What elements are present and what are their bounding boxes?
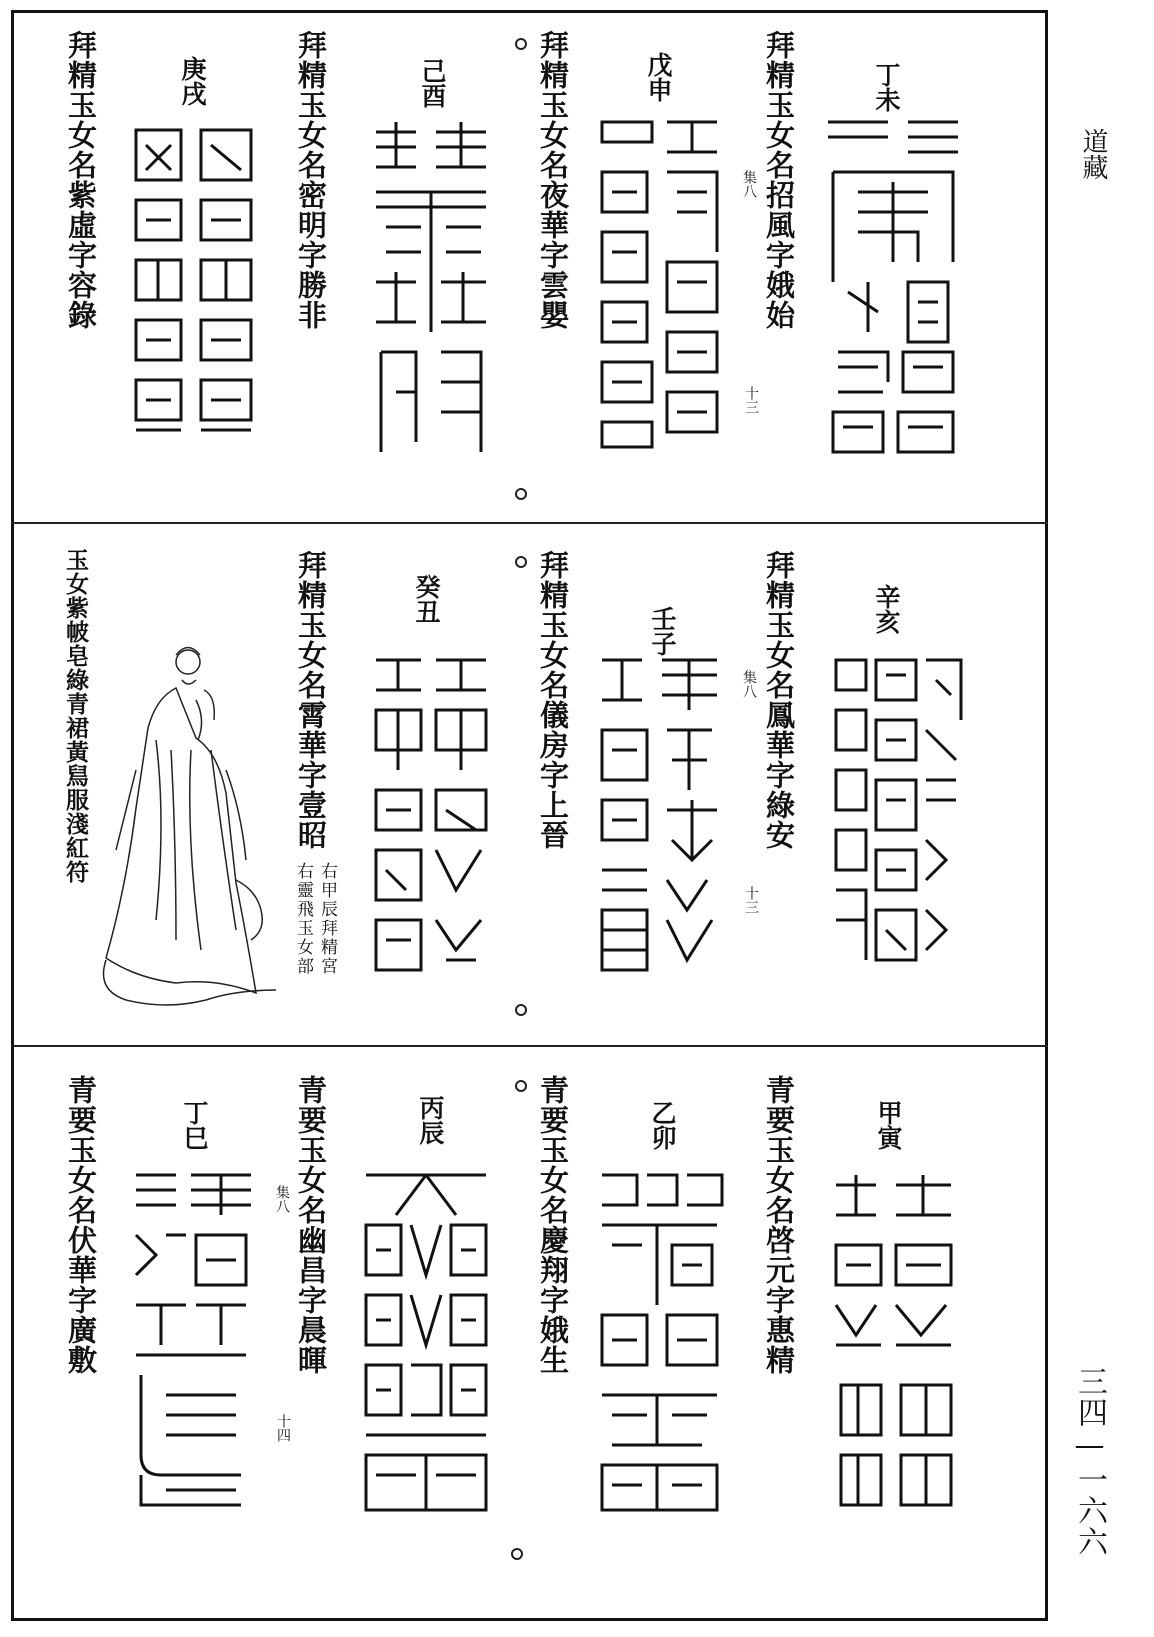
talisman-glyph-icon: [592, 112, 727, 457]
note-mark: 集八: [274, 1185, 290, 1213]
name-column: 青要玉女名幽昌字晨暉: [294, 1075, 328, 1375]
name-column: 拜精玉女名儀房字上晉: [536, 550, 570, 850]
talisman-glyph-icon: [592, 1165, 727, 1515]
number-mark: 十三: [743, 886, 759, 914]
ganzhi-label: 辛亥: [872, 584, 901, 634]
section-divider-top: [11, 522, 1048, 524]
name-column: 拜精玉女名鳳華字綠安: [762, 550, 796, 850]
ganzhi-label: 壬子: [648, 606, 677, 656]
talisman-glyph-icon: [126, 1165, 261, 1520]
name-column: 拜精玉女名夜華字雲嬰: [536, 30, 570, 330]
talisman-glyph-icon: [818, 112, 968, 462]
name-column: 拜精玉女名招風字娥始: [762, 30, 796, 330]
circle-mark-icon: [511, 1548, 523, 1560]
figure-caption: 玉女紫帔皂綠青裙黃舃服淺紅符: [62, 548, 89, 884]
name-column: 青要玉女名慶翔字娥生: [536, 1075, 570, 1375]
circle-mark-icon: [515, 556, 527, 568]
ganzhi-label: 甲寅: [874, 1100, 903, 1150]
ganzhi-label: 丁巳: [180, 1100, 209, 1150]
book-title: 道藏: [1078, 128, 1108, 180]
ganzhi-label: 癸丑: [412, 574, 441, 624]
ganzhi-label: 丙辰: [416, 1095, 445, 1145]
side-note: 右靈飛玉女部: [293, 862, 313, 976]
number-mark: 十三: [743, 386, 759, 414]
ganzhi-label: 丁未: [872, 62, 901, 112]
ganzhi-label: 己酉: [418, 58, 447, 108]
talisman-glyph-icon: [592, 650, 727, 982]
page-number: 三四—一六六: [1072, 1366, 1107, 1557]
name-column: 青要玉女名伏華字廣敷: [64, 1075, 98, 1375]
talisman-glyph-icon: [366, 650, 496, 980]
name-column: 青要玉女名啓元字惠精: [762, 1075, 796, 1375]
side-note: 右甲辰拜精宮: [317, 862, 337, 976]
circle-mark-icon: [515, 1080, 527, 1092]
ganzhi-label: 戊申: [644, 52, 673, 102]
ganzhi-label: 乙卯: [648, 1100, 677, 1150]
note-mark: 集八: [741, 670, 757, 698]
ganzhi-label: 庚戌: [178, 56, 207, 106]
section-divider-bottom: [11, 1045, 1048, 1047]
name-column: 拜精玉女名紫虛字容錄: [64, 30, 98, 330]
circle-mark-icon: [515, 38, 527, 50]
note-mark: 集八: [741, 170, 757, 198]
jade-maiden-figure: [96, 640, 286, 1010]
talisman-glyph-icon: [126, 120, 261, 450]
name-column: 拜精玉女名密明字勝非: [294, 30, 328, 330]
name-column: 拜精玉女名霄華字壹昭: [294, 550, 328, 850]
talisman-glyph-icon: [356, 1165, 498, 1520]
number-mark: 十四: [275, 1414, 291, 1442]
circle-mark-icon: [515, 1004, 527, 1016]
talisman-glyph-icon: [826, 1165, 968, 1515]
circle-mark-icon: [515, 488, 527, 500]
talisman-glyph-icon: [826, 650, 968, 970]
talisman-glyph-icon: [366, 112, 496, 462]
